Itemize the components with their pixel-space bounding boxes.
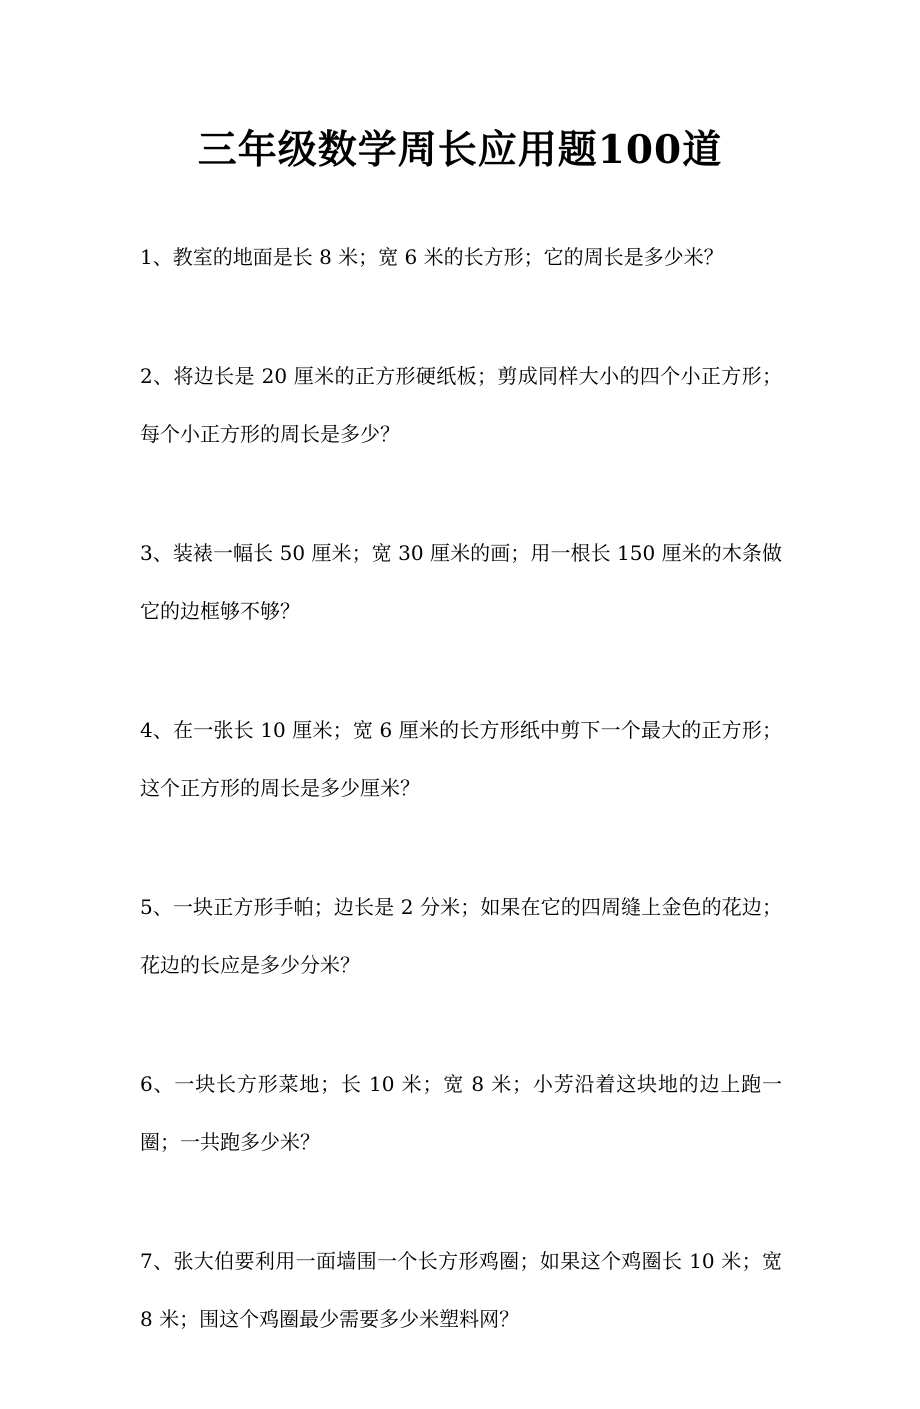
question-item: 3、装裱一幅长 50 厘米；宽 30 厘米的画；用一根长 150 厘米的木条做它的边框够不够？: [140, 541, 782, 623]
question-item: 7、张大伯要利用一面墙围一个长方形鸡圈；如果这个鸡圈长 10 米；宽 8 米；围这个鸡圈最少需要多少米塑料网？: [140, 1249, 782, 1331]
document-title: 三年级数学周长应用题100道: [197, 127, 723, 173]
question-item: 2、将边长是 20 厘米的正方形硬纸板；剪成同样大小的四个小正方形；每个小正方形的周长是多少？: [140, 364, 782, 446]
question-item: 4、在一张长 10 厘米；宽 6 厘米的长方形纸中剪下一个最大的正方形；这个正方形的周长是多少厘米？: [140, 718, 782, 800]
question-item: 1、教室的地面是长 8 米；宽 6 米的长方形；它的周长是多少米？: [140, 245, 724, 269]
question-item: 5、一块正方形手帕；边长是 2 分米；如果在它的四周缝上金色的花边；花边的长应是多少分米？: [140, 895, 782, 977]
question-item: 6、一块长方形菜地；长 10 米；宽 8 米；小芳沿着这块地的边上跑一圈；一共跑多少米？: [140, 1072, 782, 1154]
question-list: [140, 228, 782, 1409]
